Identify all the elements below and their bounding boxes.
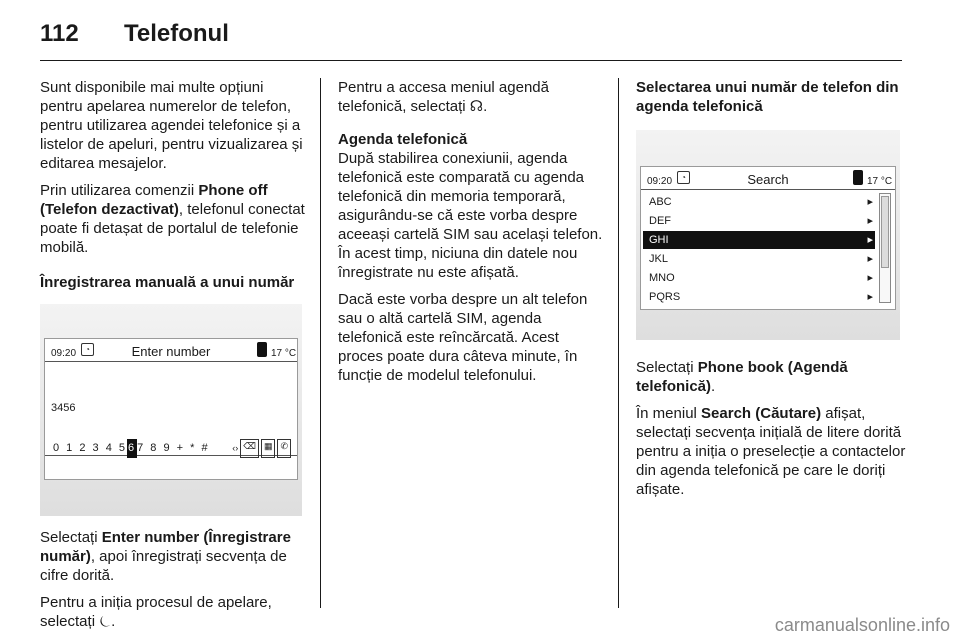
manual-entry-heading: Înregistrarea manuală a unui număr bbox=[40, 274, 295, 291]
search-list-item[interactable] bbox=[643, 193, 875, 211]
phone-off-term: Phone off (Telefon dezactivat) bbox=[40, 182, 268, 218]
chevron-right-icon: ▸ bbox=[867, 291, 873, 303]
chevron-right-icon: ▸ bbox=[867, 234, 873, 246]
chevron-right-icon: ▸ bbox=[867, 253, 873, 265]
search-list-item[interactable] bbox=[643, 250, 875, 268]
watermark: carmanualsonline.info bbox=[774, 615, 950, 635]
scrollbar[interactable] bbox=[879, 193, 891, 303]
delete-icon[interactable]: ⌫ bbox=[240, 439, 259, 458]
search-list-item[interactable] bbox=[643, 269, 875, 287]
phonebook-term: Phone book (Agendă telefonică) bbox=[636, 359, 848, 395]
back-arrow-icon[interactable]: ‹› bbox=[232, 443, 239, 453]
intro-paragraph: Sunt disponibile mai multe opțiuni pentru apelarea numerelor de telefon, pentru utilizarea agendei telefonice și a listelor de apeluri, pentru vizualizarea și editarea mesajelor. bbox=[40, 79, 303, 172]
search-list-item-label: ABC bbox=[649, 196, 672, 208]
phonebook-reload-paragraph: Dacă este vorba despre un alt telefon sau o altă cartelă SIM, agenda telefonică este reîncărcată. Acest proces poate dura câteva minute, în funcție de modelul telefonului. bbox=[338, 291, 588, 384]
clock-time: 09:20 bbox=[647, 176, 673, 187]
call-icon: ⏾ bbox=[99, 613, 112, 630]
phone-off-paragraph: Prin utilizarea comenzii Phone off (Telefon dezactivat), telefonul conectat poate fi detașat de portalul de telefonie mobilă. bbox=[40, 182, 305, 256]
chevron-right-icon: ▸ bbox=[867, 272, 873, 284]
call-icon[interactable]: ✆ bbox=[277, 439, 291, 458]
page-number: 112 bbox=[40, 20, 79, 47]
select-number-heading: Selectarea unui număr de telefon din agenda telefonică bbox=[636, 79, 899, 115]
status-bar bbox=[45, 339, 297, 362]
search-menu-paragraph: În meniul Search (Căutare) afișat, selectați secvența inițială de litere dorită pentru a iniția o preselecție a contactelor din agenda telefonică pe care le doriți afișate. bbox=[636, 405, 906, 498]
screen-title: Search bbox=[747, 172, 789, 187]
search-list-item[interactable] bbox=[643, 212, 875, 230]
source-icon: ◔ bbox=[677, 171, 690, 184]
phonebook-icon: ☊ bbox=[469, 98, 484, 115]
chevron-right-icon: ▸ bbox=[867, 196, 873, 208]
keypad-icon[interactable]: ▦ bbox=[261, 439, 276, 458]
search-screen bbox=[640, 166, 896, 310]
temperature: 17 °C bbox=[271, 348, 297, 359]
enter-number-screen bbox=[44, 338, 298, 480]
search-list-item-label: MNO bbox=[649, 272, 675, 284]
phone-icon bbox=[853, 170, 863, 185]
scrollbar-thumb[interactable] bbox=[881, 196, 889, 268]
select-phonebook-paragraph: Selectați Phone book (Agendă telefonică). bbox=[636, 359, 848, 395]
selected-digit[interactable]: 6 bbox=[127, 439, 137, 458]
column-2 bbox=[338, 78, 604, 393]
enter-number-term: Enter number (Înregistrare număr) bbox=[40, 529, 291, 565]
search-list-item-label: DEF bbox=[649, 215, 671, 227]
search-list-item[interactable] bbox=[643, 231, 875, 249]
search-term: Search (Căutare) bbox=[701, 405, 822, 422]
source-icon: ◔ bbox=[81, 343, 94, 356]
column-1 bbox=[40, 78, 306, 639]
speller-tools bbox=[232, 439, 291, 458]
search-list-item[interactable] bbox=[643, 288, 875, 306]
entered-number: 3456 bbox=[51, 402, 76, 414]
search-list-item-label: JKL bbox=[649, 253, 668, 265]
screen-title: Enter number bbox=[131, 344, 211, 359]
column-divider-1 bbox=[320, 78, 321, 608]
search-list-item-label: PQRS bbox=[649, 291, 681, 303]
chevron-right-icon: ▸ bbox=[867, 215, 873, 227]
section-title: Telefonul bbox=[124, 20, 229, 47]
digit-speller[interactable]: 0 1 2 3 4 567 8 9 + * # bbox=[53, 439, 210, 458]
header-divider bbox=[40, 60, 902, 61]
phonebook-sync-paragraph: După stabilirea conexiunii, agenda telefonică este comparată cu agenda telefonică din memoria temporară, asigurându-se că este vorba despre aceeași cartelă SIM sau același telefon. În acest timp, niciuna din datele nou înregistrate nu este afișată. bbox=[338, 150, 603, 281]
clock-time: 09:20 bbox=[51, 348, 77, 359]
column-3 bbox=[636, 78, 906, 507]
dial-paragraph: Pentru a iniția procesul de apelare, selectați ⏾. bbox=[40, 594, 272, 630]
column-divider-2 bbox=[618, 78, 619, 608]
enter-number-paragraph: Selectați Enter number (Înregistrare număr), apoi înregistrați secvența de cifre dorită. bbox=[40, 529, 291, 584]
status-bar bbox=[641, 167, 895, 190]
phonebook-access-paragraph: Pentru a accesa meniul agendă telefonică, selectați ☊. bbox=[338, 79, 549, 115]
temperature: 17 °C bbox=[867, 176, 893, 187]
search-figure bbox=[636, 130, 900, 340]
phonebook-heading: Agenda telefonică bbox=[338, 131, 468, 148]
phone-icon bbox=[257, 342, 267, 357]
search-list-item-label: GHI bbox=[649, 234, 669, 246]
page-header bbox=[40, 14, 902, 54]
enter-number-figure bbox=[40, 304, 302, 516]
